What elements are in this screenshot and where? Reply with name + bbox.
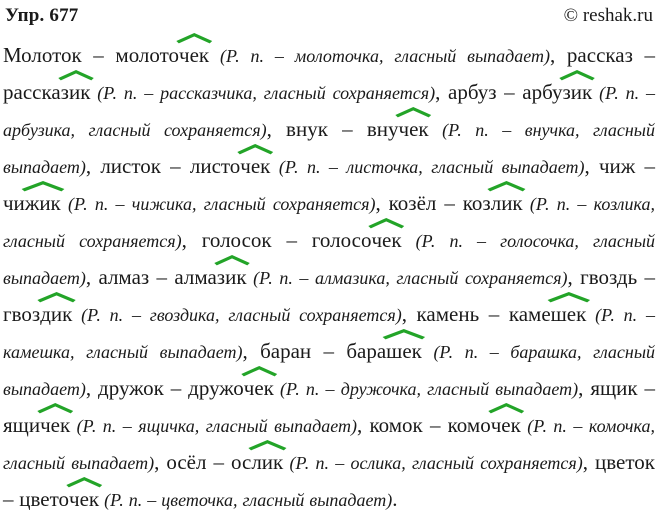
- word-pair-text: дружок – дружо: [98, 376, 244, 400]
- suffix-with-hat: шек: [386, 339, 422, 363]
- separator: ,: [584, 154, 599, 178]
- suffix-hat-icon: [486, 181, 527, 191]
- genitive-note: (Р. п. – цветочка, гласный выпадает): [99, 490, 393, 510]
- separator: ,: [435, 80, 449, 104]
- separator: ,: [85, 265, 99, 289]
- genitive-note: (Р. п. – рассказчика, гласный сохраняется): [90, 83, 436, 103]
- suffix-with-hat: зик: [217, 265, 247, 289]
- word-pair-text: внук – вну: [286, 117, 399, 141]
- genitive-note: (Р. п. – молоточка, гласный выпадает): [209, 46, 551, 66]
- suffix-hat-icon: [240, 366, 279, 376]
- suffix-with-hat: чек: [399, 117, 429, 141]
- suffix-hat-icon: [247, 440, 288, 450]
- word-pair-text: чиж – чи: [3, 154, 655, 215]
- suffix-with-hat: жик: [25, 191, 61, 215]
- separator: ,: [181, 228, 202, 252]
- separator: ,: [85, 376, 99, 400]
- separator: ,: [401, 302, 417, 326]
- separator: ,: [567, 265, 581, 289]
- genitive-note: (Р. п. – ящичка, гласный выпадает): [70, 416, 358, 436]
- exercise-number: Упр. 677: [5, 5, 79, 26]
- word-pair-text: алмаз – алма: [98, 265, 217, 289]
- suffix-hat-icon: [367, 218, 406, 228]
- suffix-hat-icon: [394, 107, 433, 117]
- genitive-note: (Р. п. – чижика, гласный сохраняется): [60, 194, 376, 214]
- suffix-with-hat: чек: [244, 376, 274, 400]
- word-pair-text: ящик – ящи: [3, 376, 656, 437]
- genitive-note: (Р. п. – козлика, гласный сохраняется): [3, 194, 655, 251]
- separator: ,: [357, 413, 370, 437]
- suffix-hat-icon: [558, 70, 596, 80]
- word-pair-text: голосок – голосо: [201, 228, 372, 252]
- separator: .: [392, 487, 398, 511]
- suffix-hat-icon: [20, 181, 66, 191]
- suffix-hat-icon: [213, 255, 251, 265]
- header: [2, 3, 656, 27]
- separator: ,: [85, 154, 101, 178]
- word-pair-text: козёл – коз: [388, 191, 491, 215]
- word-pair-text: гвоздь – гвоз: [3, 265, 655, 326]
- genitive-note: (Р. п. – камешка, гласный выпадает): [3, 305, 656, 362]
- word-pair-text: арбуз – арбу: [448, 80, 563, 104]
- genitive-note: (Р. п. – барашка, гласный выпадает): [3, 342, 656, 399]
- suffix-with-hat: дик: [40, 302, 72, 326]
- genitive-note: (Р. п. – листочка, гласный выпадает): [270, 157, 585, 177]
- suffix-with-hat: зик: [562, 80, 592, 104]
- genitive-note: (Р. п. – дружочка, гласный выпадает): [273, 379, 579, 399]
- suffix-with-hat: лик: [251, 450, 283, 474]
- genitive-note: (Р. п. – гвоздика, гласный сохраняется): [72, 305, 402, 325]
- genitive-note: (Р. п. – комочка, гласный выпадает): [3, 416, 655, 473]
- suffix-with-hat: зик: [61, 80, 91, 104]
- copyright-watermark: © reshak.ru: [563, 5, 653, 26]
- solution-text: [2, 37, 656, 514]
- genitive-note: (Р. п. – алмазика, гласный сохраняется): [246, 268, 568, 288]
- suffix-with-hat: лик: [491, 191, 523, 215]
- word-pair-text: осёл – ос: [166, 450, 252, 474]
- suffix-hat-icon: [381, 329, 427, 339]
- word-pair-text: баран – бара: [260, 339, 387, 363]
- separator: ,: [582, 450, 596, 474]
- genitive-note: (Р. п. – внучка, гласный выпадает): [3, 120, 655, 177]
- word-pair-text: листок – листо: [100, 154, 241, 178]
- genitive-note: (Р. п. – ослика, гласный сохраняется): [283, 453, 583, 473]
- word-pair-text: цветок – цвето: [3, 450, 655, 511]
- suffix-hat-icon: [175, 33, 214, 43]
- separator: ,: [550, 43, 567, 67]
- suffix-hat-icon: [36, 403, 75, 413]
- genitive-note: (Р. п. – голосочка, гласный выпадает): [3, 231, 656, 288]
- suffix-with-hat: чек: [371, 228, 401, 252]
- suffix-hat-icon: [65, 477, 104, 487]
- separator: ,: [266, 117, 287, 141]
- suffix-with-hat: чек: [491, 413, 521, 437]
- suffix-with-hat: чек: [69, 487, 99, 511]
- suffix-with-hat: чек: [240, 154, 270, 178]
- word-pair-text: Молоток – молото: [3, 43, 180, 67]
- separator: ,: [242, 339, 261, 363]
- separator: ,: [154, 450, 167, 474]
- suffix-hat-icon: [546, 292, 592, 302]
- suffix-with-hat: чек: [40, 413, 70, 437]
- suffix-with-hat: шек: [551, 302, 587, 326]
- separator: ,: [375, 191, 389, 215]
- genitive-note: (Р. п. – арбузика, гласный сохраняется): [3, 83, 656, 140]
- separator: ,: [578, 376, 591, 400]
- suffix-hat-icon: [487, 403, 526, 413]
- word-pair-text: комок – комо: [369, 413, 491, 437]
- suffix-hat-icon: [57, 70, 95, 80]
- suffix-with-hat: чек: [179, 43, 209, 67]
- word-pair-text: рассказ – расска: [3, 43, 656, 104]
- suffix-hat-icon: [236, 144, 275, 154]
- suffix-hat-icon: [36, 292, 77, 302]
- word-pair-text: камень – каме: [416, 302, 551, 326]
